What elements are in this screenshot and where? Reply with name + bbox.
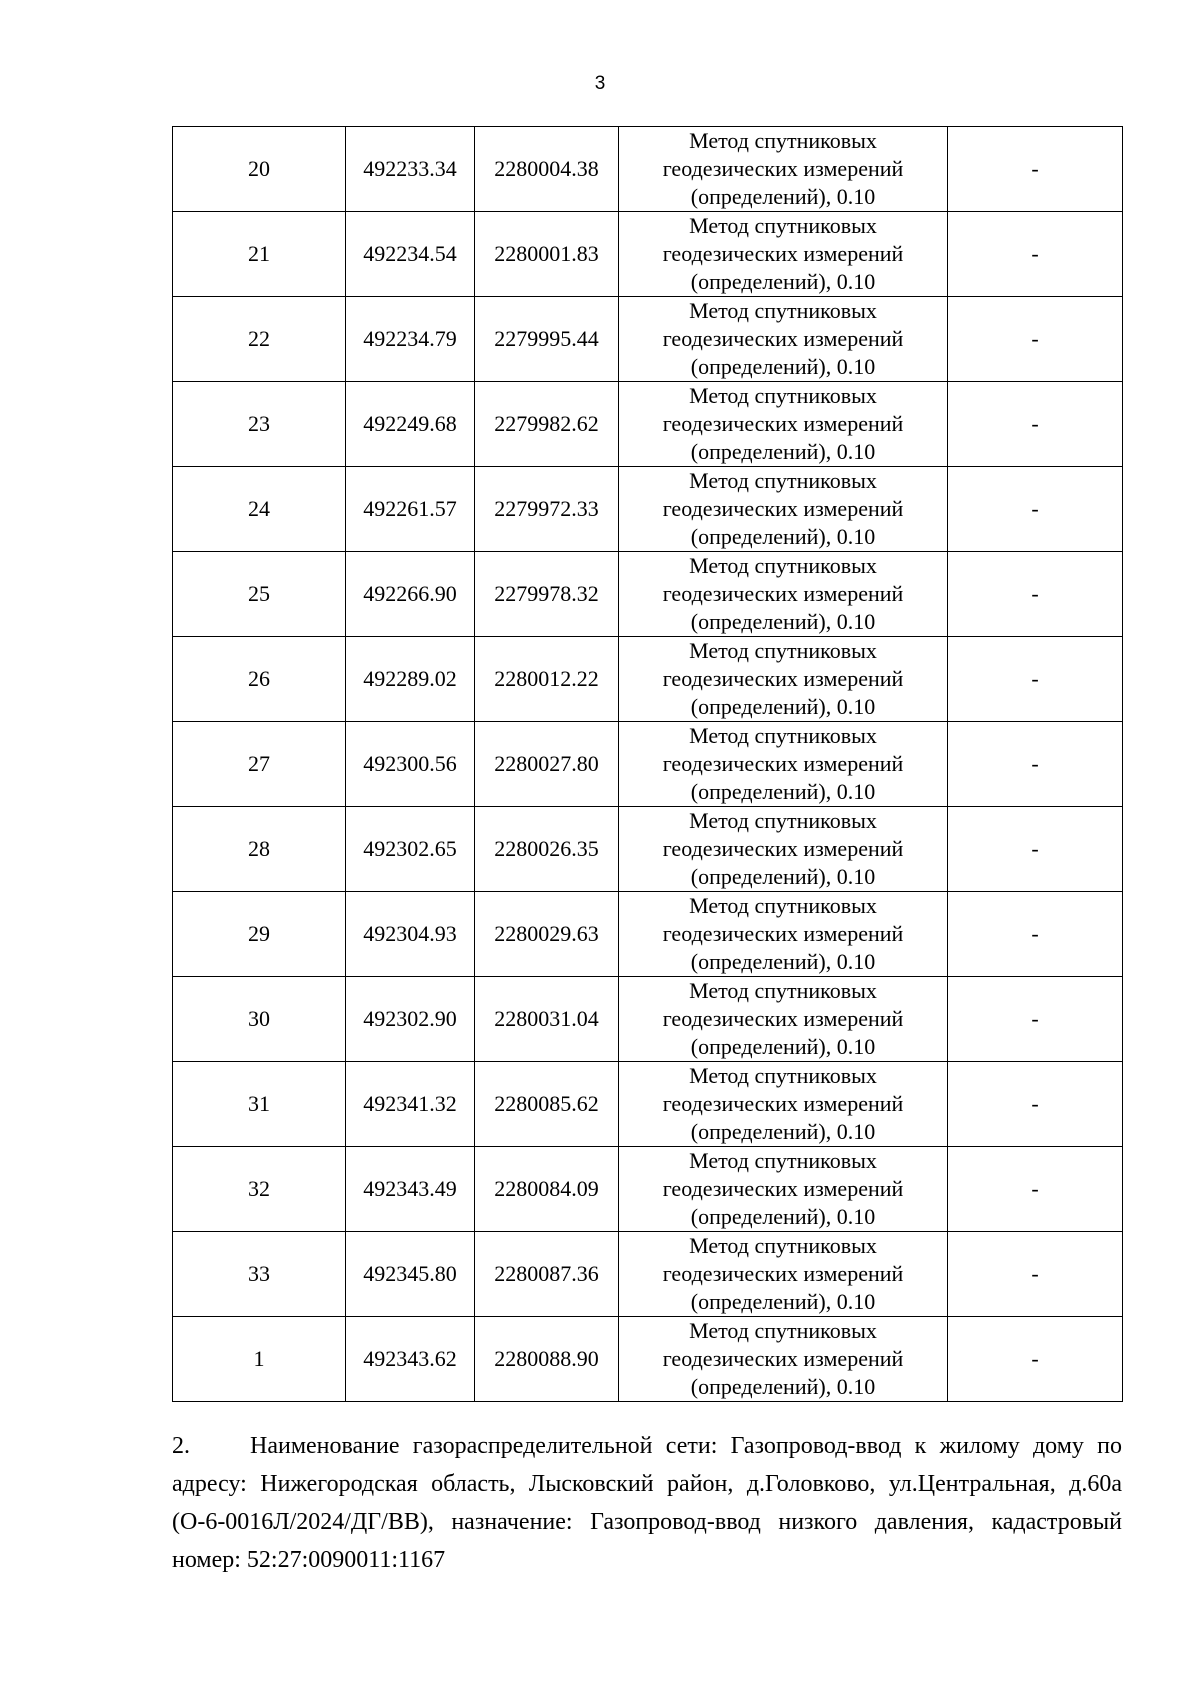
y-coordinate-text: 2280001.83: [494, 241, 599, 266]
point-number-cell: [173, 212, 346, 297]
y-coordinate-cell: [475, 977, 619, 1062]
table-row: [173, 382, 1123, 467]
x-coordinate-cell: [346, 212, 475, 297]
point-number-text: 24: [248, 496, 270, 521]
point-number-text: 1: [253, 1346, 265, 1371]
note-text: -: [1031, 1091, 1039, 1116]
point-number-text: 23: [248, 411, 270, 436]
method-text: Метод спутниковых геодезических измерений (определений), 0.10: [662, 383, 904, 464]
point-number-cell: [173, 807, 346, 892]
point-number-cell: [173, 637, 346, 722]
method-cell: [619, 127, 948, 212]
method-text: Метод спутниковых геодезических измерений (определений), 0.10: [662, 298, 904, 379]
method-text: Метод спутниковых геодезических измерений (определений), 0.10: [662, 978, 904, 1059]
method-text: Метод спутниковых геодезических измерений (определений), 0.10: [662, 553, 904, 634]
note-text: -: [1031, 156, 1039, 181]
table-row: [173, 892, 1123, 977]
note-cell: [948, 637, 1123, 722]
y-coordinate-text: 2280085.62: [494, 1091, 599, 1116]
x-coordinate-cell: [346, 722, 475, 807]
y-coordinate-cell: [475, 212, 619, 297]
x-coordinate-text: 492233.34: [363, 156, 457, 181]
note-text: -: [1031, 496, 1039, 521]
section-number: 2.: [172, 1433, 190, 1459]
x-coordinate-text: 492266.90: [363, 581, 457, 606]
point-number-text: 32: [248, 1176, 270, 1201]
point-number-text: 27: [248, 751, 270, 776]
y-coordinate-cell: [475, 637, 619, 722]
method-text: Метод спутниковых геодезических измерений (определений), 0.10: [662, 1063, 904, 1144]
x-coordinate-text: 492343.49: [363, 1176, 457, 1201]
point-number-cell: [173, 892, 346, 977]
note-cell: [948, 212, 1123, 297]
note-cell: [948, 467, 1123, 552]
note-text: -: [1031, 1176, 1039, 1201]
y-coordinate-text: 2279982.62: [494, 411, 599, 436]
x-coordinate-text: 492249.68: [363, 411, 457, 436]
y-coordinate-text: 2280026.35: [494, 836, 599, 861]
method-text: Метод спутниковых геодезических измерений (определений), 0.10: [662, 808, 904, 889]
note-cell: [948, 977, 1123, 1062]
note-cell: [948, 552, 1123, 637]
y-coordinate-cell: [475, 1232, 619, 1317]
note-cell: [948, 1147, 1123, 1232]
x-coordinate-cell: [346, 807, 475, 892]
point-number-text: 21: [248, 241, 270, 266]
x-coordinate-cell: [346, 977, 475, 1062]
y-coordinate-text: 2279995.44: [494, 326, 599, 351]
point-number-cell: [173, 467, 346, 552]
table-row: [173, 467, 1123, 552]
point-number-cell: [173, 552, 346, 637]
method-cell: [619, 1062, 948, 1147]
note-cell: [948, 297, 1123, 382]
note-cell: [948, 722, 1123, 807]
method-text: Метод спутниковых геодезических измерений (определений), 0.10: [662, 128, 904, 209]
point-number-cell: [173, 1147, 346, 1232]
note-text: -: [1031, 1346, 1039, 1371]
note-cell: [948, 892, 1123, 977]
point-number-cell: [173, 722, 346, 807]
y-coordinate-text: 2280004.38: [494, 156, 599, 181]
x-coordinate-cell: [346, 637, 475, 722]
y-coordinate-cell: [475, 127, 619, 212]
table-row: [173, 1317, 1123, 1402]
method-cell: [619, 552, 948, 637]
table-row: [173, 1062, 1123, 1147]
note-text: -: [1031, 751, 1039, 776]
section-paragraph: [172, 1427, 1122, 1579]
x-coordinate-text: 492234.54: [363, 241, 457, 266]
method-text: Метод спутниковых геодезических измерений (определений), 0.10: [662, 893, 904, 974]
note-text: -: [1031, 921, 1039, 946]
point-number-cell: [173, 297, 346, 382]
table-row: [173, 1232, 1123, 1317]
x-coordinate-text: 492302.65: [363, 836, 457, 861]
method-text: Метод спутниковых геодезических измерений (определений), 0.10: [662, 213, 904, 294]
point-number-text: 26: [248, 666, 270, 691]
x-coordinate-cell: [346, 297, 475, 382]
note-text: -: [1031, 326, 1039, 351]
y-coordinate-text: 2280027.80: [494, 751, 599, 776]
x-coordinate-cell: [346, 1317, 475, 1402]
x-coordinate-text: 492261.57: [363, 496, 457, 521]
note-text: -: [1031, 411, 1039, 436]
y-coordinate-cell: [475, 382, 619, 467]
y-coordinate-text: 2280029.63: [494, 921, 599, 946]
x-coordinate-cell: [346, 1147, 475, 1232]
table-row: [173, 127, 1123, 212]
table-row: [173, 1147, 1123, 1232]
y-coordinate-cell: [475, 297, 619, 382]
x-coordinate-cell: [346, 892, 475, 977]
y-coordinate-cell: [475, 892, 619, 977]
table-row: [173, 977, 1123, 1062]
note-text: -: [1031, 581, 1039, 606]
point-number-cell: [173, 1062, 346, 1147]
method-text: Метод спутниковых геодезических измерений (определений), 0.10: [662, 468, 904, 549]
x-coordinate-text: 492302.90: [363, 1006, 457, 1031]
y-coordinate-cell: [475, 1317, 619, 1402]
x-coordinate-cell: [346, 382, 475, 467]
y-coordinate-cell: [475, 552, 619, 637]
table-row: [173, 807, 1123, 892]
y-coordinate-text: 2280088.90: [494, 1346, 599, 1371]
y-coordinate-cell: [475, 467, 619, 552]
point-number-text: 31: [248, 1091, 270, 1116]
page-number: 3: [594, 73, 606, 94]
method-cell: [619, 722, 948, 807]
point-number-text: 22: [248, 326, 270, 351]
point-number-text: 30: [248, 1006, 270, 1031]
method-cell: [619, 637, 948, 722]
method-cell: [619, 382, 948, 467]
table-row: [173, 297, 1123, 382]
y-coordinate-text: 2280084.09: [494, 1176, 599, 1201]
method-cell: [619, 1147, 948, 1232]
method-cell: [619, 297, 948, 382]
method-cell: [619, 467, 948, 552]
table-row: [173, 722, 1123, 807]
point-number-text: 25: [248, 581, 270, 606]
point-number-text: 29: [248, 921, 270, 946]
y-coordinate-text: 2280031.04: [494, 1006, 599, 1031]
y-coordinate-cell: [475, 1062, 619, 1147]
method-cell: [619, 1317, 948, 1402]
x-coordinate-cell: [346, 552, 475, 637]
point-number-text: 20: [248, 156, 270, 181]
note-cell: [948, 127, 1123, 212]
table-row: [173, 212, 1123, 297]
note-text: -: [1031, 1261, 1039, 1286]
x-coordinate-text: 492234.79: [363, 326, 457, 351]
x-coordinate-text: 492343.62: [363, 1346, 457, 1371]
point-number-cell: [173, 1232, 346, 1317]
y-coordinate-cell: [475, 722, 619, 807]
point-number-cell: [173, 1317, 346, 1402]
method-cell: [619, 977, 948, 1062]
table-row: [173, 637, 1123, 722]
note-text: -: [1031, 1006, 1039, 1031]
x-coordinate-text: 492341.32: [363, 1091, 457, 1116]
note-cell: [948, 1317, 1123, 1402]
section-text: Наименование газораспределительной сети: Газопровод-ввод к жилому дому по адресу: Нижегородская область, Лысковский район, д.Головково, ул.Центральная, д.60а (О-6-0016Л/2024/ДГ/ВВ), назначение: Газопровод-ввод низкого давления, кадастровый номер: 52:27:0090011:1167: [172, 1433, 1122, 1573]
method-text: Метод спутниковых геодезических измерений (определений), 0.10: [662, 723, 904, 804]
x-coordinate-text: 492300.56: [363, 751, 457, 776]
method-text: Метод спутниковых геодезических измерений (определений), 0.10: [662, 1318, 904, 1399]
table-row: [173, 552, 1123, 637]
note-text: -: [1031, 241, 1039, 266]
x-coordinate-text: 492289.02: [363, 666, 457, 691]
coordinates-table: [172, 126, 1123, 1402]
x-coordinate-cell: [346, 127, 475, 212]
note-text: -: [1031, 836, 1039, 861]
method-text: Метод спутниковых геодезических измерений (определений), 0.10: [662, 1233, 904, 1314]
note-cell: [948, 382, 1123, 467]
note-cell: [948, 1062, 1123, 1147]
note-text: -: [1031, 666, 1039, 691]
method-cell: [619, 212, 948, 297]
method-cell: [619, 1232, 948, 1317]
coordinates-table-body: [173, 127, 1123, 1402]
note-cell: [948, 1232, 1123, 1317]
method-text: Метод спутниковых геодезических измерений (определений), 0.10: [662, 1148, 904, 1229]
y-coordinate-text: 2279972.33: [494, 496, 599, 521]
y-coordinate-cell: [475, 807, 619, 892]
note-cell: [948, 807, 1123, 892]
x-coordinate-cell: [346, 1232, 475, 1317]
y-coordinate-text: 2280012.22: [494, 666, 599, 691]
point-number-text: 28: [248, 836, 270, 861]
x-coordinate-cell: [346, 467, 475, 552]
x-coordinate-text: 492345.80: [363, 1261, 457, 1286]
point-number-text: 33: [248, 1261, 270, 1286]
method-cell: [619, 892, 948, 977]
x-coordinate-cell: [346, 1062, 475, 1147]
point-number-cell: [173, 382, 346, 467]
y-coordinate-text: 2279978.32: [494, 581, 599, 606]
y-coordinate-text: 2280087.36: [494, 1261, 599, 1286]
method-cell: [619, 807, 948, 892]
point-number-cell: [173, 127, 346, 212]
method-text: Метод спутниковых геодезических измерений (определений), 0.10: [662, 638, 904, 719]
y-coordinate-cell: [475, 1147, 619, 1232]
point-number-cell: [173, 977, 346, 1062]
x-coordinate-text: 492304.93: [363, 921, 457, 946]
